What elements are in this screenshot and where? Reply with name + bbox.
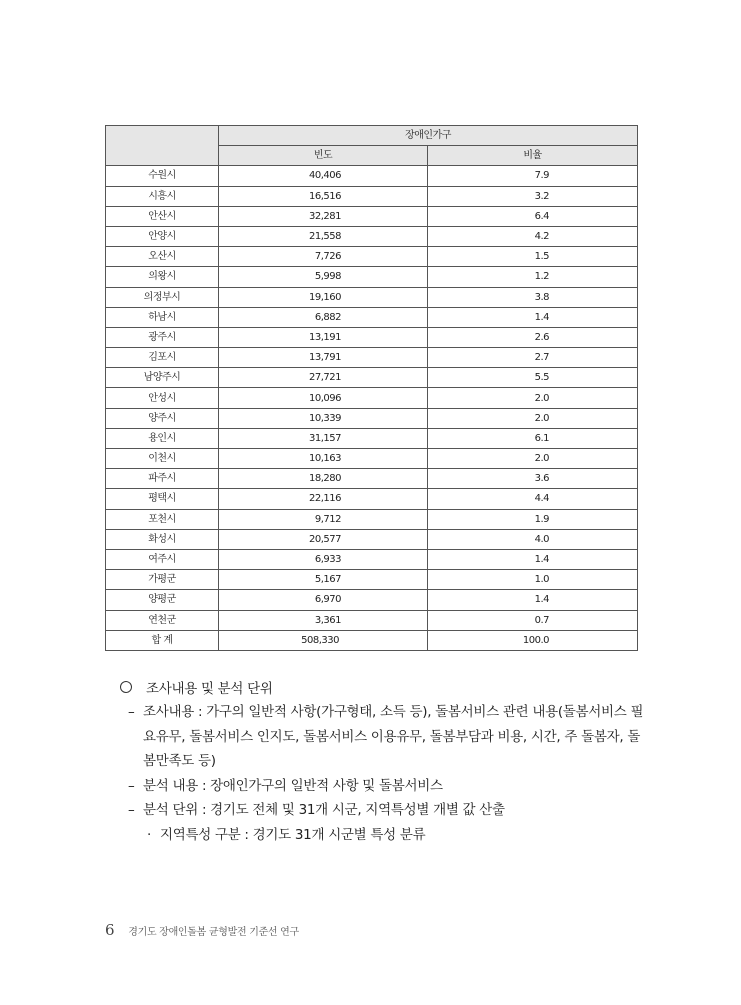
page-footer [105,921,299,939]
sub-list-item-text: 지역특성 구분 : 경기도 31개 시군별 특성 분류 [160,826,426,843]
region-cell: 시흥시 [106,186,219,206]
ratio-cell: 5.5 [428,368,638,388]
freq-cell: 10,339 [219,408,428,428]
ratio-cell: 3.8 [428,287,638,307]
table-row [106,408,638,428]
table-row [106,388,638,408]
dash-bullet-icon: – [128,802,135,818]
ratio-cell: 3.6 [428,469,638,489]
freq-cell: 5,998 [219,267,428,287]
ratio-cell: 4.4 [428,489,638,509]
ratio-cell: 7.9 [428,166,638,186]
ratio-cell: 6.1 [428,428,638,448]
ratio-cell: 4.2 [428,226,638,246]
table-row [106,166,638,186]
freq-cell: 22,116 [219,489,428,509]
ratio-cell: 3.2 [428,186,638,206]
sub-list-item [118,823,648,848]
freq-cell: 7,726 [219,247,428,267]
ratio-cell: 2.0 [428,388,638,408]
table-row [106,590,638,610]
freq-cell: 19,160 [219,287,428,307]
table-row [106,206,638,226]
table-row [106,489,638,509]
ratio-cell: 2.7 [428,348,638,368]
region-cell: 용인시 [106,428,219,448]
ratio-header: 비율 [428,146,638,166]
table-row [106,287,638,307]
freq-cell: 40,406 [219,166,428,186]
freq-cell: 13,191 [219,327,428,347]
ratio-cell: 1.2 [428,267,638,287]
group-header: 장애인가구 [219,126,638,146]
region-cell: 수원시 [106,166,219,186]
ratio-cell: 100.0 [428,630,638,650]
table-row [106,327,638,347]
region-cell: 김포시 [106,348,219,368]
freq-cell: 9,712 [219,509,428,529]
ratio-cell: 1.9 [428,509,638,529]
region-cell: 양주시 [106,408,219,428]
region-cell: 여주시 [106,549,219,569]
freq-cell: 6,933 [219,549,428,569]
region-cell: 의왕시 [106,267,219,287]
table-row [106,267,638,287]
freq-cell: 20,577 [219,529,428,549]
ratio-cell: 0.7 [428,610,638,630]
list-item-text: 조사내용 : 가구의 일반적 사항(가구형태, 소득 등), 돌봄서비스 관련 내용(돌봄서비스 필요유무, 돌봄서비스 인지도, 돌봄서비스 이용유무, 돌봄부담과 비용, 시간, 주 돌봄자, 돌봄만족도 등) [143,704,644,769]
dot-bullet-icon: · [147,826,151,843]
region-cell: 남양주시 [106,368,219,388]
region-cell: 양평군 [106,590,219,610]
total-row [106,630,638,650]
ratio-cell: 2.0 [428,408,638,428]
region-cell: 화성시 [106,529,219,549]
table-row [106,307,638,327]
table-body [106,166,638,651]
ratio-cell: 2.6 [428,327,638,347]
table-row [106,186,638,206]
list-item [118,774,648,799]
region-cell: 광주시 [106,327,219,347]
freq-cell: 3,361 [219,610,428,630]
table-row [106,449,638,469]
freq-header: 빈도 [219,146,428,166]
list-item-text: 분석 내용 : 장애인가구의 일반적 사항 및 돌봄서비스 [143,777,443,794]
ratio-cell: 1.0 [428,570,638,590]
region-cell: 연천군 [106,610,219,630]
table-row [106,570,638,590]
section-heading-text: 조사내용 및 분석 단위 [146,681,273,697]
survey-content-section [118,674,648,847]
region-cell: 합 계 [106,630,219,650]
ratio-cell: 1.4 [428,549,638,569]
region-cell: 포천시 [106,509,219,529]
disabled-household-table [105,125,638,651]
region-cell: 이천시 [106,449,219,469]
region-cell: 오산시 [106,247,219,267]
table-row [106,348,638,368]
dash-bullet-icon: – [128,704,135,720]
freq-cell: 508,330 [219,630,428,650]
region-cell: 평택시 [106,489,219,509]
freq-cell: 13,791 [219,348,428,368]
circle-bullet-icon [120,681,132,693]
region-cell: 가평군 [106,570,219,590]
region-cell: 안산시 [106,206,219,226]
table-row [106,529,638,549]
list-item [118,700,648,774]
region-cell: 파주시 [106,469,219,489]
table-row [106,509,638,529]
table-row [106,428,638,448]
region-cell: 안성시 [106,388,219,408]
dash-bullet-icon: – [128,777,135,794]
section-heading [118,674,648,700]
freq-cell: 31,157 [219,428,428,448]
freq-cell: 5,167 [219,570,428,590]
freq-cell: 32,281 [219,206,428,226]
region-header-cell [106,126,219,166]
region-cell: 의정부시 [106,287,219,307]
table-row [106,247,638,267]
table-row [106,368,638,388]
ratio-cell: 1.4 [428,590,638,610]
ratio-cell: 1.4 [428,307,638,327]
freq-cell: 6,970 [219,590,428,610]
freq-cell: 10,096 [219,388,428,408]
ratio-cell: 2.0 [428,449,638,469]
region-cell: 하남시 [106,307,219,327]
ratio-cell: 4.0 [428,529,638,549]
ratio-cell: 1.5 [428,247,638,267]
list-item-text: 분석 단위 : 경기도 전체 및 31개 시군, 지역특성별 개별 값 산출 [143,802,505,818]
freq-cell: 18,280 [219,469,428,489]
list-item [118,798,648,823]
freq-cell: 10,163 [219,449,428,469]
freq-cell: 16,516 [219,186,428,206]
table-row [106,226,638,246]
region-cell: 안양시 [106,226,219,246]
freq-cell: 6,882 [219,307,428,327]
table-row [106,610,638,630]
freq-cell: 27,721 [219,368,428,388]
footer-title: 경기도 장애인돌봄 균형발전 기준선 연구 [128,927,299,938]
page-number: 6 [105,921,115,939]
table-row [106,549,638,569]
ratio-cell: 6.4 [428,206,638,226]
table-row [106,469,638,489]
freq-cell: 21,558 [219,226,428,246]
